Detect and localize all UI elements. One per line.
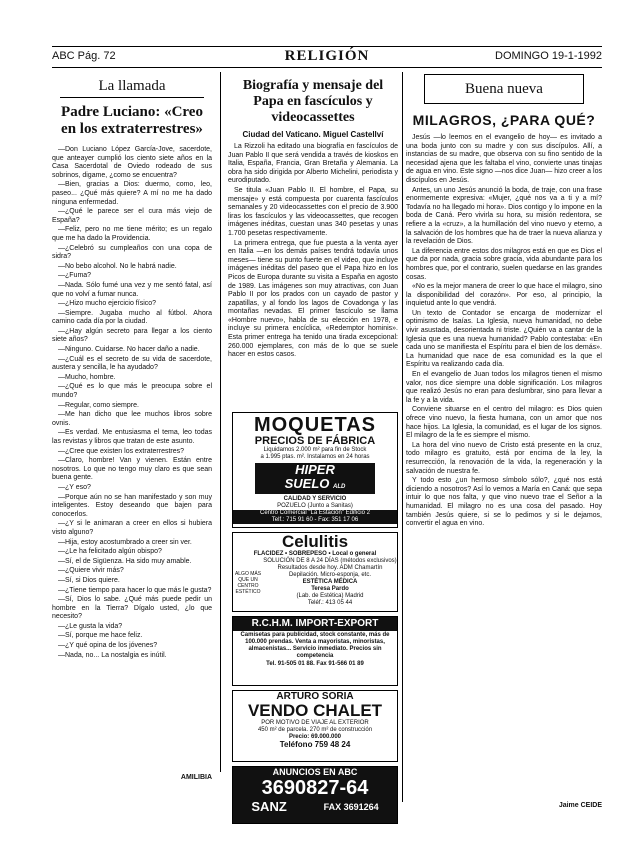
paragraph: Y todo esto ¿un hermoso símbolo sólo?, ¿qué nos está diciendo a nosotros? Así lo vemos a María en Caná: que sepa intuir lo que nos falta, y que vino nuevo trae el Señor a la humanidad. El milagro no es una cosa del pasado. Hoy también Jesús quiere, si se lo pedimos y si le dejamos, convertir el agua en vino. [406, 477, 602, 528]
interview-signature: AMILIBIA [180, 774, 212, 781]
ad-celulitis-line1: FLACIDEZ • SOBREPESO • Local o general [253, 551, 377, 557]
paragraph: La primera entrega, que fue puesta a la venta ayer en Italia —en los demás países tendrá todavía unos meses— tiene su punto fuerte en el video, que incluye imágenes inéditas del paseo que el Papa hizo en los Picos de Europa durante su visita a España en agosto de 1989. Las imágenes son muy atractivas, con Juan Pablo II por los prados con un cayado de pastor y zapatillas, y al fondo los lagos de Covadonga y las montañas nevadas. El primer fascículo se llama «Hombre nuevo», habla de su elección en 1978, e incluye su primera encíclica, «Redemptor hominis». Esta primer entrega ha tenido una tirada excepcional: 260.000 ejemplares, con más de lo que se suele hacer en estos casos. [228, 239, 398, 359]
paragraph: —Sí, si Dios quiere. [58, 576, 120, 584]
paragraph: —Nada. Sólo fumé una vez y me sentó fatal, así que no volví a fumar nunca. [52, 281, 212, 298]
paragraph: —Sí, porque me hace feliz. [58, 632, 143, 640]
paragraph: —¿Y eso? [58, 483, 91, 491]
page-number: ABC Pág. 72 [52, 50, 116, 62]
pope-headline: Biografía y mensaje del Papa en fascículos y videocassettes [242, 78, 384, 125]
gospel-column [406, 74, 602, 794]
paragraph: —¿Le ha felicitado algún obispo? [58, 548, 162, 556]
paragraph: —Hija, estoy acostumbrado a creer sin ver. [58, 538, 192, 546]
paragraph: La hora del vino nuevo de Cristo está presente en la cruz, todo milagro es gratuito, está por encima de la ley, la resurrección, la renovación de la vida, la regeneración y la salvación de nuestra fe. [406, 441, 602, 475]
column-kicker: La llamada [98, 78, 166, 94]
paragraph: Se titula «Juan Pablo II. El hombre, el Papa, su mensaje» y está compuesta por cuarenta fascículos semanales y 20 videocassettes con el precio de 3.900 liras los fascículos y las videocassettes, que recogen imágenes inéditas, cuestan unas 340 pesetas y unas 1.700 pesetas respectivamente. [228, 186, 398, 237]
ad-celulitis [232, 532, 398, 612]
ad-celulitis-line2: SOLUCIÓN DE 8 A 24 DÍAS (métodos exclusivos) [263, 558, 397, 564]
ad-abc-fax: FAX 3691264 [323, 801, 379, 812]
ad-moquetas-brand2-row [255, 477, 375, 494]
paragraph: —Porque aún no se han manifestado y son muy inteligentes. Estoy deseando que bajen para conocerlos. [52, 493, 212, 518]
paragraph: En el evangelio de Juan todos los milagros tienen el mismo valor, nos dice siempre una doble significación. Los milagros que realizó Jesús no eran para deslumbrar, sino para llevar a la fe y a la vida. [406, 371, 602, 404]
ad-chalet-phone: Teléfono 759 48 24 [279, 740, 351, 749]
paragraph: La diferencia entre estos dos milagros está en que es Dios el que da por nada, gracia sobre gracia, vida abundante para los hombres que, por el contrario, suelen quedarse en las grandes cosas. [406, 247, 602, 281]
paragraph: —¿Cuál es el secreto de su vida de sacerdote, austera y sencilla, le ha ayudado? [52, 355, 212, 372]
ad-celulitis-addr: (Lab. de Estética) Madrid [296, 593, 364, 599]
paragraph: Conviene situarse en el centro del milagro: es Dios quien ofrece vino nuevo, la fiesta humana, con un amor que nos hace hijos. La Iglesia, la comunidad, es el lugar de los signos. El milagro de la fe es siempre el mismo. [406, 406, 602, 440]
ad-moquetas [232, 412, 398, 528]
ad-celulitis-side: ALGO MÁS QUE UN CENTRO ESTÉTICO [234, 570, 262, 595]
paragraph: «No es la mejor manera de creer lo que hace el milagro, sino la disponibilidad del corazón». Por eso, al principio, la inquietud ante lo que vendrá. [406, 283, 602, 308]
paragraph: —Nada, no... La nostalgia es inútil. [58, 651, 167, 659]
paragraph: —¿Qué es lo que más le preocupa sobre el mundo? [52, 383, 212, 400]
ad-moquetas-subtitle: PRECIOS DE FÁBRICA [254, 435, 376, 447]
paragraph: —Regular, como siempre. [58, 401, 139, 409]
ad-moquetas-price: a 1.995 ptas. m². Instalamos en 24 horas [260, 454, 370, 460]
ad-abc-name: SANZ [251, 799, 287, 814]
paragraph: —¿Qué le parece ser el cura más viejo de España? [52, 208, 212, 224]
ad-rchm-phone: Tel. 91-505 01 88. Fax 91-566 01 89 [266, 661, 364, 667]
interview-headline: Padre Luciano: «Creo en los extraterrestres» [61, 104, 203, 137]
paragraph: —Me han dicho que lee muchos libros sobre ovnis. [52, 411, 212, 427]
ad-moquetas-suffix: ALD [333, 484, 346, 490]
ad-abc-bottom [233, 799, 397, 814]
ad-rchm-text: Camisetas para publicidad, stock constante, más de 100.000 prendas. Venta a mayoristas, minoristas, almacenistas... Servicio inmediato. Precios sin competencia [240, 632, 390, 659]
ad-celulitis-details [263, 558, 397, 607]
ad-moquetas-tagline2: POZUELO (Junto a Sanitas) [277, 503, 353, 509]
ad-moquetas-title: MOQUETAS [253, 414, 377, 436]
paragraph: —Ninguno. Cuidarse. No hacer daño a nadie. [58, 346, 200, 354]
paragraph: —¿Fuma? [58, 272, 92, 280]
paragraph: —¿Tiene tiempo para hacer lo que más le gusta? [58, 586, 212, 594]
ad-moquetas-brand [255, 463, 375, 494]
gospel-box-title: Buena nueva [424, 74, 584, 104]
ad-abc-line1: ANUNCIOS EN ABC [272, 767, 358, 777]
ad-chalet [232, 690, 398, 762]
ad-celulitis-line4: Depilación. Micro-esponja, etc. [288, 572, 372, 578]
pope-article [228, 74, 398, 404]
pope-dateline: Ciudad del Vaticano. Miguel Castellví [242, 130, 384, 139]
ad-celulitis-phone: Teléf.: 413 05 44 [307, 600, 353, 606]
paragraph: Jesús —lo leemos en el evangelio de hoy— es invitado a una boda junto con su madre y con sus discípulos. Allí, a instancias de su madre, que observa con su fino sentido de la necesidad ajena que les faltaba el vino, convierte unas tinajas de agua en vino. Este signo —nos dice Juan— hizo creer a los discípulos en Jesús. [406, 134, 602, 184]
paragraph: —Claro, hombre! Van y vienen. Están entre nosotros. Lo que no tengo muy claro es que sean buena gente. [52, 457, 212, 482]
paragraph: —¿Hizo mucho ejercicio físico? [58, 300, 157, 308]
paragraph: —Bien, gracias a Dios: duermo, como, leo, paseo... ¿Qué más quiere? A mí no me ha dado ninguna enfermedad. [52, 181, 212, 206]
ad-moquetas-phone: Telf.: 715 91 60 - Fax: 351 17 06 [233, 517, 397, 524]
gospel-headline: MILAGROS, ¿PARA QUÉ? [412, 112, 596, 128]
interview-body [52, 146, 212, 660]
ad-celulitis-body [233, 558, 397, 607]
page-header [52, 46, 602, 68]
paragraph: —Siempre. Jugaba mucho al fútbol. Ahora camino cada día por la ciudad. [52, 309, 212, 326]
ad-moquetas-brand2: SUELO [284, 476, 330, 491]
paragraph: —¿Quiere vivir más? [58, 567, 124, 575]
ad-celulitis-title: Celulitis [281, 532, 349, 551]
paragraph: Un texto de Contador se encarga de modernizar el optimismo de Isaías. La Iglesia, nueva humanidad, no debe vivir asustada, desorientada ni triste. ¿Quién va a cantar de la Iglesia que es una nueva humanidad? Pablo contestaba: «En cada uno se manifiesta el Espíritu para el bien de los demás». La humanidad que nace de esa comunidad es la que el Espíritu va realizando cada día. [406, 309, 602, 369]
ad-moquetas-address: Centro Comercial "La Estación" Edificio 2 [233, 510, 397, 517]
ads-column [232, 412, 398, 828]
paragraph: —¿Hay algún secreto para llegar a los ciento siete años? [52, 327, 212, 344]
gospel-body [406, 134, 602, 529]
paragraph: —Sí, el de Sigüenza. Ha sido muy amable. [58, 557, 192, 565]
pope-body [228, 143, 398, 360]
paragraph: —Mucho, hombre. [58, 373, 116, 381]
paragraph: —¿Celebró su cumpleaños con una copa de sidra? [52, 244, 212, 261]
paragraph: —Sí, Dios lo sabe. ¿Qué más puede pedir un hombre en la Tierra? Dígalo usted, ¿lo que necesito? [52, 596, 212, 621]
paragraph: —No bebo alcohol. No le habrá nadie. [58, 262, 177, 270]
ad-chalet-line2: 450 m² de parcela. 270 m² de construcción [257, 727, 373, 733]
paragraph: La Rizzoli ha editado una biografía en fascículos de Juan Pablo II que será vendida a través de kioskos en Italia, España, Francia, Gran Bretaña y Alemania. La obra ha sido dirigida por Alberto Michelini, periodista y eurodiputado. [228, 143, 398, 185]
ad-celulitis-center: ESTÉTICA MÉDICA [302, 579, 358, 585]
ad-rchm [232, 616, 398, 686]
issue-date: DOMINGO 19-1-1992 [495, 50, 602, 62]
interview-column [52, 74, 212, 766]
ad-celulitis-name: Teresa Pardo [311, 586, 349, 592]
ad-celulitis-line3: Resultados desde hoy. ADM Chamartín [277, 565, 383, 571]
paragraph: —Feliz, pero no me tiene mérito; es un regalo que me ha dado la Providencia. [52, 226, 212, 242]
ad-rchm-title: R.C.H.M. IMPORT-EXPORT [233, 617, 397, 631]
ad-moquetas-tagline1: CALIDAD Y SERVICIO [283, 496, 347, 502]
paragraph: —¿Cree que existen los extraterrestres? [58, 447, 185, 455]
ad-abc-number: 3690827-64 [261, 777, 369, 799]
ad-abc-sanz [232, 766, 398, 824]
ad-chalet-price: Precio: 69.000.000 [288, 734, 342, 740]
paragraph: —¿Y si le animaran a creer en ellos si hubiera visto alguno? [52, 520, 212, 536]
ad-moquetas-offer: Liquidamos 2.000 m² para fin de Stock [263, 447, 367, 453]
paragraph: —¿Le gusta la vida? [58, 622, 123, 630]
paragraph: Antes, un uno Jesús anunció la boda, de traje, con una frase enormemente expresiva: «Mujer, ¿qué nos va a ti y a mí? Todavía no ha llegado mi hora». Dios contigo y lo impone en la boda de Caná. Pero vivirla su hora, su misión redentora, se refiere a la «cruz», a la humillación del vino nuevo y eterno, a la salvación de los hombres que ha de traer la nueva alianza y la revelación de Dios. [406, 186, 602, 246]
ad-chalet-title: ARTURO SORIA [276, 691, 354, 702]
paragraph: —Es verdad. Me entusiasma el tema, leo todas las revistas y libros que tratan de este asunto. [52, 429, 212, 445]
paragraph: —Don Luciano López García-Jove, sacerdote, que anteayer cumplió los ciento siete años en la Casa Sacerdotal de Oviedo rodeado de sus sobrinos, digame, ¿como se encuentra? [52, 146, 212, 179]
gospel-signature: Jaime CEIDE [558, 802, 602, 809]
paragraph: —¿Y qué opina de los jóvenes? [58, 642, 158, 650]
ad-moquetas-brand1: HIPER [295, 462, 335, 477]
section-title: RELIGIÓN [284, 48, 370, 64]
ad-chalet-line1: POR MOTIVO DE VIAJE AL EXTERIOR [261, 720, 369, 726]
ad-chalet-headline: VENDO CHALET [247, 701, 383, 720]
